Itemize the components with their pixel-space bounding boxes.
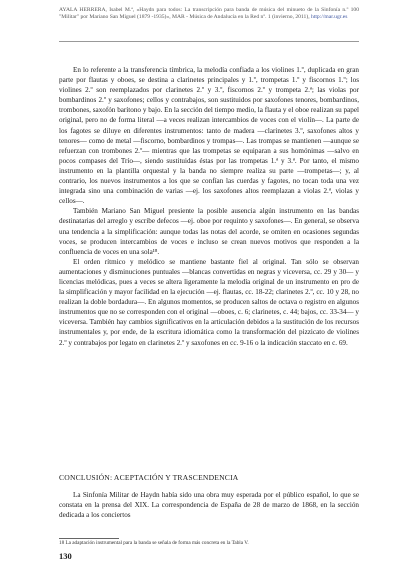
header-citation: AYALA HERRERA, Isabel M.ª, «Haydn para todos: La transcripción para banda de música del minueto de la Sinfonía n.º 100 "Militar" por Mariano San Miguel (1879 -1935)», MAR - Música de Andalucía en la Red nº. 1 (invierno, 2011), xyxy=(59,7,359,21)
running-header xyxy=(59,7,359,22)
header-divider xyxy=(59,41,359,42)
paragraph-conclusion: La Sinfonía Militar de Haydn había sido una obra muy esperada por el público español, lo que se constata en la prensa del XIX. La correspondencia de España de 28 de marzo de 1868, en la sección dedicada a los conciertos xyxy=(59,491,359,520)
footnote: 18 La adaptación instrumental para la banda se señala de forma más concreta en la Tabla V. xyxy=(59,540,249,546)
section-heading: CONCLUSIÓN: ACEPTACIÓN Y TRASCENDENCIA xyxy=(59,473,239,482)
body-text xyxy=(59,65,359,348)
conclusion-text xyxy=(59,490,359,520)
paragraph-rhythm: El orden rítmico y melódico se mantiene bastante fiel al original. Tan sólo se observan aumentaciones y disminuciones puntuales —blancas convertidas en negras y viceversa, cc. 29 y 30— y licencias melódicas, pues a veces se altera ligeramente la melodía original de un instrumento en pro de la simplificación y mayor facilidad en la ejecución —ej. flautas, cc. 18-22; clarinetes 2.º, cc. 10 y 28, no realizan la doble bordadura—. En algunos momentos, se producen saltos de octava o registro en algunos instrumentos que no se corresponden con el original —oboes, c. 6; clarinetes, c. 44; bajos, cc. 33-34— y viceversa. También hay cambios significativos en la articulación debidos a la sustitución de los recursos instrumentales y, por ende, de la escritura idiomática como la transformación del pizzicato de violines 2.º y contrabajos por legato en clarinetes 2.º y saxofones en cc. 9-16 o la indicación staccato en c. 69. xyxy=(59,257,359,347)
footnote-divider xyxy=(59,538,119,539)
paragraph-transfer: En lo referente a la transferencia tímbrica, la melodía confiada a los violines 1.º, duplicada en gran parte por flautas y oboes, se destina a clarinetes principales y 1.º, trompetas 1.º y fiscornos 1.º; los violines 2.º son reemplazados por clarinetes 2.º y 3.º, fiscornos 2.º y trompeta 2.ª; las violas por bombardinos 2.º y saxofones; cellos y contrabajos, son sustituidos por saxofones tenores, bombardinos, trombones, saxofón barítono y bajo. En la sección del tiempo medio, la flauta y el oboe realizan su papel original, pero no de forma literal —a veces realizan intercambios de voces con el violín—. La parte de los fagotes se diluye en diferentes instrumentos: tanto de madera —clarinetes 3.º, saxofones altos y tenores— como de metal —fiscorno, bombardinos y trompas—. Las trompas se mantienen —aunque se refuerzan con trombones 2.º— mientras que las trompetas se equiparan a sus homónimas —salvo en pocos compases del Trío—, siendo sustituidas éstas por las trompetas 1.ª y 3.ª. Por tanto, el mismo instrumento en la plantilla orquestal y la banda no siempre realiza su parte —trompetas—; y, al contrario, los nuevos instrumentos a los que se confían las cuerdas y fagotes, no tocan toda una vez integrada sino una combinación de varias —ej. los saxofones altos reemplazan a violas 2.ª, violas y cellos—. xyxy=(59,66,359,206)
paragraph-absence: También Mariano San Miguel presiente la posible ausencia algún instrumento en las bandas destinatarias del arreglo y escribe defecos —ej. oboe por requinto y saxofones—. En general, se observa una tendencia a la simplificación: aunque todas las notas del acorde, se omiten en ocasiones segundas voces, se producen intercambios de voces e incluso se crean nuevos motivos que responden a la confluencia de voces en una sola¹⁸. xyxy=(59,207,359,256)
header-link[interactable]: http://mar.ugr.es xyxy=(311,14,348,21)
page-number: 130 xyxy=(59,551,72,561)
